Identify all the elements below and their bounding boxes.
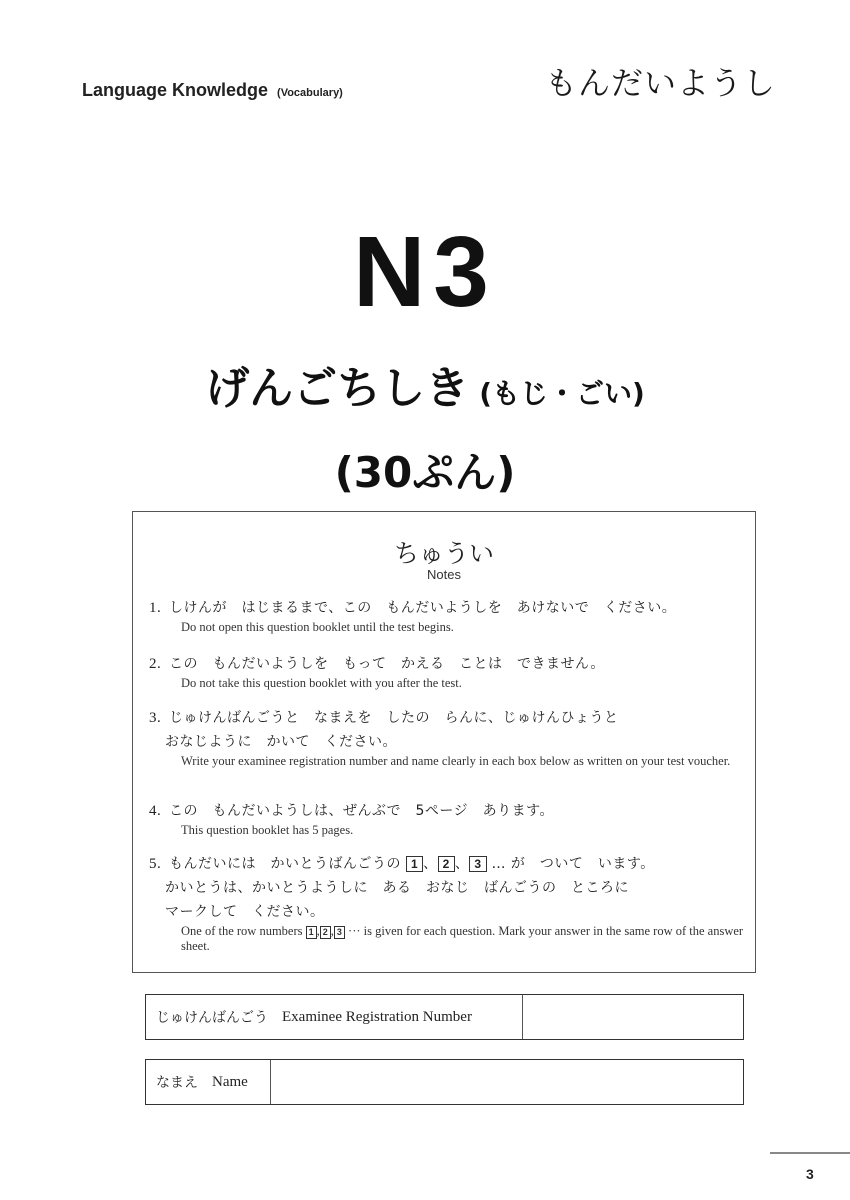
- note-item: [149, 652, 749, 691]
- answer-number-box: 1: [306, 926, 317, 939]
- note-item: [149, 596, 749, 635]
- section-header: [82, 80, 343, 101]
- note-en: Do not open this question booklet until the test begins.: [181, 620, 454, 634]
- note-number: 4.: [149, 803, 162, 819]
- note-number: 2.: [149, 656, 162, 672]
- note-jp-line3: マークして ください。: [165, 904, 325, 920]
- name-label: [146, 1060, 271, 1104]
- page-number: 3: [806, 1166, 814, 1182]
- name-label-en: Name: [212, 1073, 248, 1090]
- note-en-part2: ··· is given for each question. Mark your answer in the same row of the answer sheet.: [181, 924, 744, 953]
- registration-number-label: [146, 995, 523, 1039]
- notes-subtitle: Notes: [427, 567, 461, 582]
- section-title: Language Knowledge: [82, 80, 269, 100]
- section-subtitle: (Vocabulary): [277, 87, 343, 99]
- answer-number-box: 2: [438, 856, 455, 872]
- section-jp-sub: (もじ・ごい): [479, 377, 645, 410]
- note-en: Do not take this question booklet with you after the test.: [181, 676, 462, 690]
- note-jp: しけんが はじまるまで、この もんだいようしを あけないで ください。: [169, 600, 677, 616]
- answer-number-box: 3: [469, 856, 486, 872]
- registration-number-field: [145, 994, 744, 1040]
- note-item: [149, 799, 749, 838]
- section-jp-title: [0, 352, 850, 416]
- name-label-jp: なまえ: [156, 1075, 198, 1091]
- note-en: This question booklet has 5 pages.: [181, 823, 354, 837]
- note-jp: この もんだいようしは、ぜんぶで 5ページ あります。: [169, 803, 555, 819]
- note-number: 1.: [149, 600, 162, 616]
- note-jp: もんだいには かいとうばんごうの: [169, 856, 401, 872]
- registration-number-input[interactable]: [523, 995, 743, 1039]
- note-item: 5. もんだいには かいとうばんごうの 1 、 2 、 3 … が ついて います。 かいとうは、かいとうようしに ある おなじ ばんごうの ところに マークして ください。 One of the row numbers 1 , 2 , 3 ··· is given for each question. Mark your answer in the same row of the answer sheet.: [149, 852, 749, 954]
- note-jp: この もんだいようしを もって かえる ことは できません。: [169, 656, 605, 672]
- notes-box: [132, 511, 756, 973]
- note-jp-cont: … が ついて います。: [491, 856, 655, 872]
- note-en: One of the row numbers 1 , 2 , 3 ··· is given for each question. Mark your answer in the same row of the answer sheet.: [181, 924, 744, 953]
- name-input[interactable]: [271, 1060, 743, 1104]
- duration-label: (30ぷん): [334, 448, 516, 497]
- note-jp-line2: おなじように かいて ください。: [165, 734, 397, 750]
- answer-number-box: 1: [406, 856, 423, 872]
- section-jp-main: げんごちしき: [205, 363, 470, 414]
- footer-rule: [770, 1152, 850, 1154]
- note-jp-line2: かいとうは、かいとうようしに ある おなじ ばんごうの ところに: [165, 880, 629, 896]
- registration-label-jp: じゅけんばんごう: [156, 1010, 268, 1026]
- note-item: [149, 706, 749, 769]
- note-number: 3.: [149, 710, 162, 726]
- level-title: N3: [353, 216, 497, 328]
- note-en: Write your examinee registration number and name clearly in each box below as written on your test voucher.: [181, 754, 731, 768]
- note-number: 5.: [149, 856, 162, 872]
- notes-title: ちゅうい: [393, 539, 494, 568]
- registration-label-en: Examinee Registration Number: [282, 1008, 472, 1025]
- note-jp: じゅけんばんごうと なまえを したの らんに、じゅけんひょうと: [169, 710, 619, 726]
- name-field: [145, 1059, 744, 1105]
- booklet-label: もんだいようし: [545, 64, 777, 102]
- answer-number-box: 2: [320, 926, 331, 939]
- note-en-part1: One of the row numbers: [181, 924, 303, 938]
- answer-number-box: 3: [334, 926, 345, 939]
